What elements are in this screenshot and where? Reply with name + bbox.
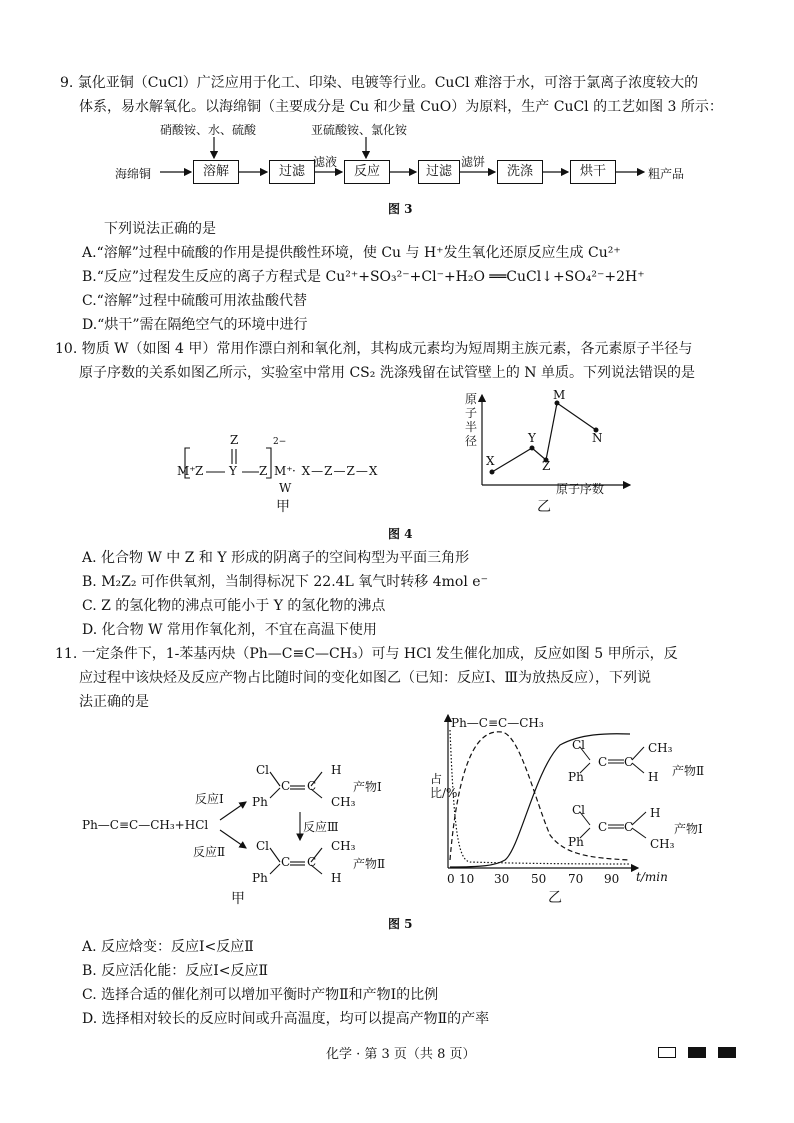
q11-option-c: C. 选择合适的催化剂可以增加平衡时产物Ⅱ和产物Ⅰ的比例	[82, 987, 439, 1003]
q11-stem-line1: 11. 一定条件下，1-苯基丙炔（Ph—C≡C—CH₃）可与 HCl 发生催化加成，反应如图 5 甲所示，反	[55, 646, 678, 662]
radius-graph-yi-label: 乙	[537, 499, 551, 515]
q9-option-c: C.“溶解”过程中硫酸可用浓盐酸代替	[82, 293, 307, 309]
flow-filter-cake: 滤饼	[461, 155, 486, 169]
label-z: Z	[542, 459, 551, 473]
flow-box-filter-1: 过滤	[269, 160, 315, 184]
struct-top-z: Z	[230, 433, 239, 447]
flow-additive-2: 亚硫酸铵、氯化铵	[311, 123, 408, 137]
scheme-reaction-1: 反应Ⅰ	[195, 792, 224, 806]
p2-ph: Ph	[252, 871, 268, 885]
point-y	[530, 446, 535, 451]
g-p2-ch3: CH₃	[648, 741, 673, 755]
q9-stem-line1: 9. 氯化亚铜（CuCl）广泛应用于化工、印染、电镀等行业。CuCl 难溶于水，可溶于氯离子浓度较大的	[60, 75, 699, 91]
g-p1-h: H	[650, 806, 661, 820]
p1-label: 产物Ⅰ	[353, 780, 382, 794]
struct-right-z: Z	[259, 464, 268, 478]
q11-stem-line3: 法正确的是	[79, 694, 149, 710]
g-p2-label: 产物Ⅱ	[672, 764, 705, 778]
q9-option-a: A.“溶解”过程中硫酸的作用是提供酸性环境，使 Cu 与 H⁺发生氧化还原反应生成 Cu²⁺	[82, 245, 621, 261]
flow-box-filter-2: 过滤	[418, 160, 460, 184]
g-p2-ph: Ph	[568, 770, 584, 784]
label-y: Y	[528, 431, 536, 445]
p1-h: H	[331, 763, 342, 777]
xtick-10: 10	[459, 872, 475, 886]
radius-graph-ylabel: 原子半径	[465, 392, 478, 448]
p1-c2: C	[307, 779, 317, 793]
figure-5-caption: 图 5	[388, 917, 413, 931]
flow-start: 海绵铜	[115, 167, 152, 181]
q10-option-a: A. 化合物 W 中 Z 和 Y 形成的阴离子的空间构型为平面三角形	[82, 550, 470, 566]
struct-center-y: Y	[229, 464, 237, 478]
xtick-70: 70	[568, 872, 584, 886]
p2-label: 产物Ⅱ	[353, 857, 386, 871]
footer-mark-empty	[658, 1047, 676, 1058]
q11-option-d: D. 选择相对较长的反应时间或升高温度，均可以提高产物Ⅱ的产率	[82, 1011, 490, 1027]
p1-c1: C	[281, 779, 291, 793]
flow-arrows	[0, 0, 794, 200]
q11-option-a: A. 反应焓变：反应Ⅰ<反应Ⅱ	[82, 939, 254, 955]
label-x: X	[486, 454, 495, 468]
flow-box-react: 反应	[344, 160, 390, 184]
scheme-jia-label: 甲	[231, 891, 245, 907]
struct-right-m: M⁺	[274, 464, 293, 478]
p1-ch3: CH₃	[331, 795, 356, 809]
figure-4-caption: 图 4	[388, 527, 413, 541]
p2-cl: Cl	[256, 839, 270, 853]
radius-graph-axes	[460, 390, 640, 505]
struct-left-m: M⁺	[177, 464, 196, 478]
p2-c2: C	[307, 855, 317, 869]
p2-h: H	[331, 871, 342, 885]
g-p2-cl: Cl	[572, 738, 586, 752]
g-p1-ch3: CH₃	[650, 837, 675, 851]
g-p2-c2: C	[624, 755, 634, 769]
q11-stem-line2: 应过程中该炔烃及反应产物占比随时间的变化如图乙（已知：反应Ⅰ、Ⅲ为放热反应），下列说	[79, 670, 652, 686]
label-m: M	[553, 388, 566, 402]
struct-w-label: W	[279, 481, 292, 495]
footer-mark-filled-1	[688, 1047, 706, 1058]
flow-additive-1: 硝酸铵、水、硫酸	[160, 123, 257, 137]
g-p1-cl: Cl	[572, 803, 586, 817]
g-p1-label: 产物Ⅰ	[674, 822, 703, 836]
flow-box-wash: 洗涤	[497, 160, 543, 184]
g-p2-c1: C	[598, 755, 608, 769]
q9-option-b: B.“反应”过程发生反应的离子方程式是 Cu²⁺+SO₃²⁻+Cl⁻+H₂O ══CuCl↓+SO₄²⁻+2H⁺	[82, 269, 645, 285]
p2-c1: C	[281, 855, 291, 869]
g-p1-ph: Ph	[568, 835, 584, 849]
g-p1-c2: C	[624, 820, 634, 834]
scheme-reaction-3: 反应Ⅲ	[303, 820, 339, 834]
struct-chain: · X—Z—Z—X	[292, 464, 379, 478]
q10-option-c: C. Z 的氢化物的沸点可能小于 Y 的氢化物的沸点	[82, 598, 386, 614]
g-p2-h: H	[648, 770, 659, 784]
flow-box-dissolve: 溶解	[193, 160, 239, 184]
figure-3-caption: 图 3	[388, 202, 413, 216]
xtick-30: 30	[494, 872, 510, 886]
flow-box-dry: 烘干	[570, 160, 616, 184]
flow-end: 粗产品	[648, 167, 685, 181]
xtick-50: 50	[531, 872, 547, 886]
fraction-graph-yi-label: 乙	[548, 890, 562, 906]
q9-question: 下列说法正确的是	[104, 221, 216, 237]
flow-filtrate: 滤液	[313, 155, 338, 169]
q10-option-b: B. M₂Z₂ 可作供氧剂，当制得标况下 22.4L 氧气时转移 4mol e⁻	[82, 574, 488, 590]
scheme-reactant: Ph—C≡C—CH₃+HCl	[82, 818, 209, 832]
page-footer: 化学 · 第 3 页（共 8 页）	[326, 1047, 476, 1062]
footer-mark-filled-2	[718, 1047, 736, 1058]
graph-reactant-label: Ph—C≡C—CH₃	[451, 716, 544, 730]
radius-graph-xlabel: 原子序数	[556, 482, 605, 496]
p2-ch3: CH₃	[331, 839, 356, 853]
q10-option-d: D. 化合物 W 常用作氧化剂，不宜在高温下使用	[82, 622, 377, 638]
q9-option-d: D.“烘干”需在隔绝空气的环境中进行	[82, 317, 308, 333]
struct-left-z: Z	[195, 464, 204, 478]
point-x	[490, 470, 495, 475]
q11-option-b: B. 反应活化能：反应Ⅰ<反应Ⅱ	[82, 963, 268, 979]
fraction-graph-xlabel: t/min	[636, 870, 668, 884]
struct-charge: 2−	[273, 437, 287, 447]
label-n: N	[592, 431, 603, 445]
q10-stem-line2: 原子序数的关系如图乙所示，实验室中常用 CS₂ 洗涤残留在试管壁上的 N 单质。下列说法错误的是	[79, 365, 695, 381]
graph-structure-bonds	[560, 735, 660, 855]
q9-stem-line2: 体系，易水解氧化。以海绵铜（主要成分是 Cu 和少量 CuO）为原料，生产 CuCl 的工艺如图 3 所示：	[79, 99, 723, 115]
q10-stem-line1: 10. 物质 W（如图 4 甲）常用作漂白剂和氧化剂，其构成元素均为短周期主族元素，各元素原子半径与	[55, 341, 693, 357]
xtick-0: 0	[447, 872, 455, 886]
xtick-90: 90	[604, 872, 620, 886]
g-p1-c1: C	[598, 820, 608, 834]
p1-cl: Cl	[256, 763, 270, 777]
fraction-graph-ylabel: 占比/%	[430, 772, 458, 800]
scheme-reaction-2: 反应Ⅱ	[193, 845, 226, 859]
struct-jia-label: 甲	[276, 499, 290, 515]
p1-ph: Ph	[252, 795, 268, 809]
